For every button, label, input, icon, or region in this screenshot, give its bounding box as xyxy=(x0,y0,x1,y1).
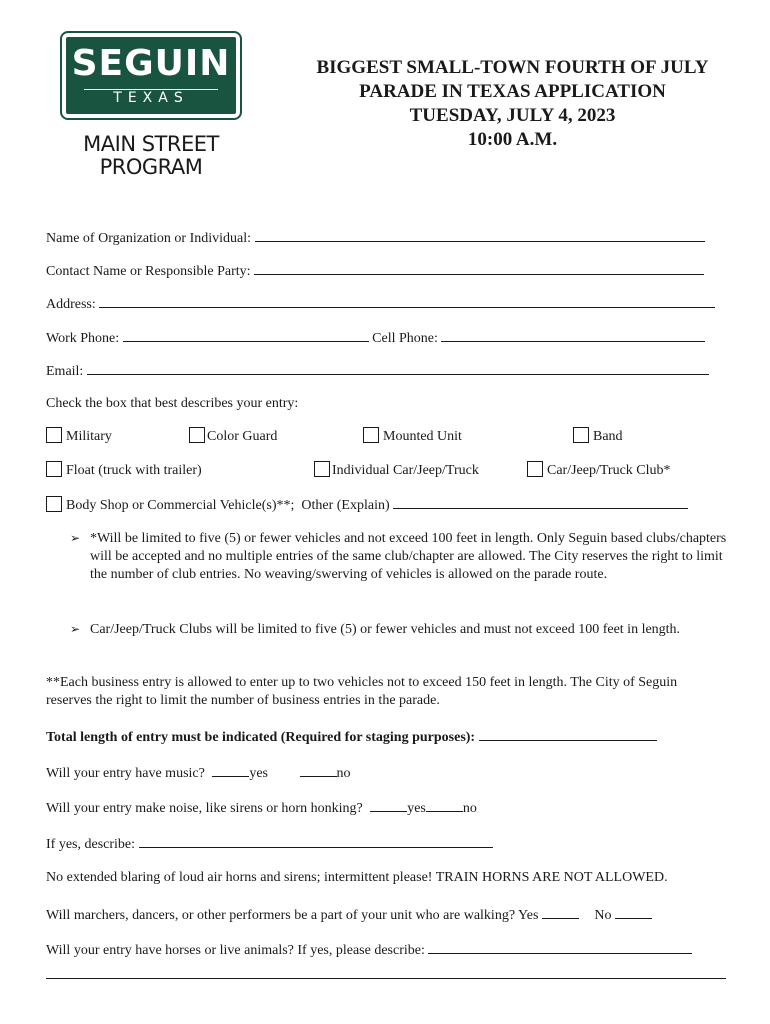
animals-field[interactable] xyxy=(428,940,692,954)
email-field[interactable] xyxy=(87,361,709,375)
marchers-no-label: No xyxy=(594,908,612,923)
animals-row xyxy=(46,940,692,960)
business-label: Body Shop or Commercial Vehicle(s)**; xyxy=(66,498,295,513)
music-yes-label: yes xyxy=(249,766,269,781)
cell-phone-label: Cell Phone: xyxy=(372,331,438,346)
contact-field[interactable] xyxy=(254,261,704,275)
business-checkbox[interactable] xyxy=(46,496,62,512)
noise-yes-field[interactable] xyxy=(370,798,407,812)
logo-divider xyxy=(84,89,218,90)
describe-label: If yes, describe: xyxy=(46,837,136,852)
length-label: Total length of entry must be indicated (Required for staging purposes): xyxy=(46,730,476,745)
music-row xyxy=(46,763,351,783)
phone-row xyxy=(46,328,705,348)
logo-state: TEXAS xyxy=(113,90,189,106)
noise-yes-label: yes xyxy=(407,801,426,816)
page-title xyxy=(290,56,735,152)
title-line-4: 10:00 A.M. xyxy=(467,129,558,150)
length-field[interactable] xyxy=(479,727,657,741)
bullet-1-icon: ➢ xyxy=(70,531,81,545)
logo-brand: SEGUIN xyxy=(71,43,231,84)
float-checkbox[interactable] xyxy=(46,461,62,477)
music-label: Will your entry have music? xyxy=(46,766,205,781)
title-line-3: TUESDAY, JULY 4, 2023 xyxy=(409,105,616,126)
color-guard-label: Color Guard xyxy=(207,429,278,444)
cell-phone-field[interactable] xyxy=(441,328,705,342)
contact-row xyxy=(46,261,704,281)
club-label: Car/Jeep/Truck Club* xyxy=(547,463,671,478)
option-military[interactable] xyxy=(46,427,112,446)
other-field[interactable] xyxy=(393,495,688,509)
individual-label: Individual Car/Jeep/Truck xyxy=(332,463,479,478)
option-business[interactable] xyxy=(46,495,688,515)
military-label: Military xyxy=(66,429,112,444)
address-field[interactable] xyxy=(99,294,715,308)
length-row xyxy=(46,727,657,747)
option-mounted-unit[interactable] xyxy=(363,427,462,446)
organization-row xyxy=(46,228,705,248)
club-note: *Will be limited to five (5) or fewer vehicles and not exceed 100 feet in length. Only Seguin based clubs/chapters will be accepted and no multiple entries of the same club/chapter are allowed. The City reserves the right to limit the number of club entries. No weaving/swerving of vehicles is allowed on the parade route. xyxy=(90,531,727,582)
individual-checkbox[interactable] xyxy=(314,461,330,477)
option-color-guard[interactable] xyxy=(189,427,277,446)
club-limit-note: Car/Jeep/Truck Clubs will be limited to five (5) or fewer vehicles and must not exceed 100 feet in length. xyxy=(90,622,681,637)
animals-label: Will your entry have horses or live animals? If yes, please describe: xyxy=(46,943,425,958)
noise-label: Will your entry make noise, like sirens or horn honking? xyxy=(46,801,363,816)
option-individual[interactable] xyxy=(314,461,479,480)
organization-field[interactable] xyxy=(255,228,705,242)
band-checkbox[interactable] xyxy=(573,427,589,443)
color-guard-checkbox[interactable] xyxy=(189,427,205,443)
noise-row xyxy=(46,798,477,818)
program-line-1: MAIN STREET xyxy=(83,132,219,156)
organization-label: Name of Organization or Individual: xyxy=(46,231,252,246)
seguin-logo xyxy=(62,33,240,118)
option-band[interactable] xyxy=(573,427,623,446)
animals-continuation-line[interactable] xyxy=(46,978,726,979)
noise-no-label: no xyxy=(462,801,477,816)
military-checkbox[interactable] xyxy=(46,427,62,443)
club-checkbox[interactable] xyxy=(527,461,543,477)
program-line-2: PROGRAM xyxy=(99,155,203,179)
describe-row xyxy=(46,834,493,854)
mounted-unit-label: Mounted Unit xyxy=(383,429,462,444)
marchers-label: Will marchers, dancers, or other performers be a part of your unit who are walking? Yes xyxy=(46,908,539,923)
music-yes-field[interactable] xyxy=(212,763,249,777)
email-row xyxy=(46,361,709,381)
title-line-1: BIGGEST SMALL-TOWN FOURTH OF JULY xyxy=(316,57,709,78)
title-line-2: PARADE IN TEXAS APPLICATION xyxy=(359,81,666,102)
option-float[interactable] xyxy=(46,461,202,480)
music-no-label: no xyxy=(336,766,351,781)
other-label: Other (Explain) xyxy=(301,498,390,513)
address-label: Address: xyxy=(46,297,96,312)
marchers-no-field[interactable] xyxy=(615,905,652,919)
describe-field[interactable] xyxy=(139,834,493,848)
email-label: Email: xyxy=(46,364,84,379)
work-phone-label: Work Phone: xyxy=(46,331,120,346)
mounted-unit-checkbox[interactable] xyxy=(363,427,379,443)
marchers-yes-field[interactable] xyxy=(542,905,579,919)
music-no-field[interactable] xyxy=(300,763,337,777)
noise-no-field[interactable] xyxy=(426,798,463,812)
horn-notice: No extended blaring of loud air horns and sirens; intermittent please! TRAIN HORNS ARE NOT ALLOWED. xyxy=(46,870,668,885)
work-phone-field[interactable] xyxy=(123,328,369,342)
contact-label: Contact Name or Responsible Party: xyxy=(46,264,251,279)
address-row xyxy=(46,294,715,314)
float-label: Float (truck with trailer) xyxy=(66,463,202,478)
band-label: Band xyxy=(593,429,623,444)
marchers-row xyxy=(46,905,652,925)
business-note: **Each business entry is allowed to enter up to two vehicles not to exceed 150 feet in length. The City of Seguin reserves the right to limit the number of business entries in the parade. xyxy=(46,675,678,708)
entry-prompt: Check the box that best describes your entry: xyxy=(46,396,299,411)
bullet-2-icon: ➢ xyxy=(70,622,81,636)
option-club[interactable] xyxy=(527,461,671,480)
